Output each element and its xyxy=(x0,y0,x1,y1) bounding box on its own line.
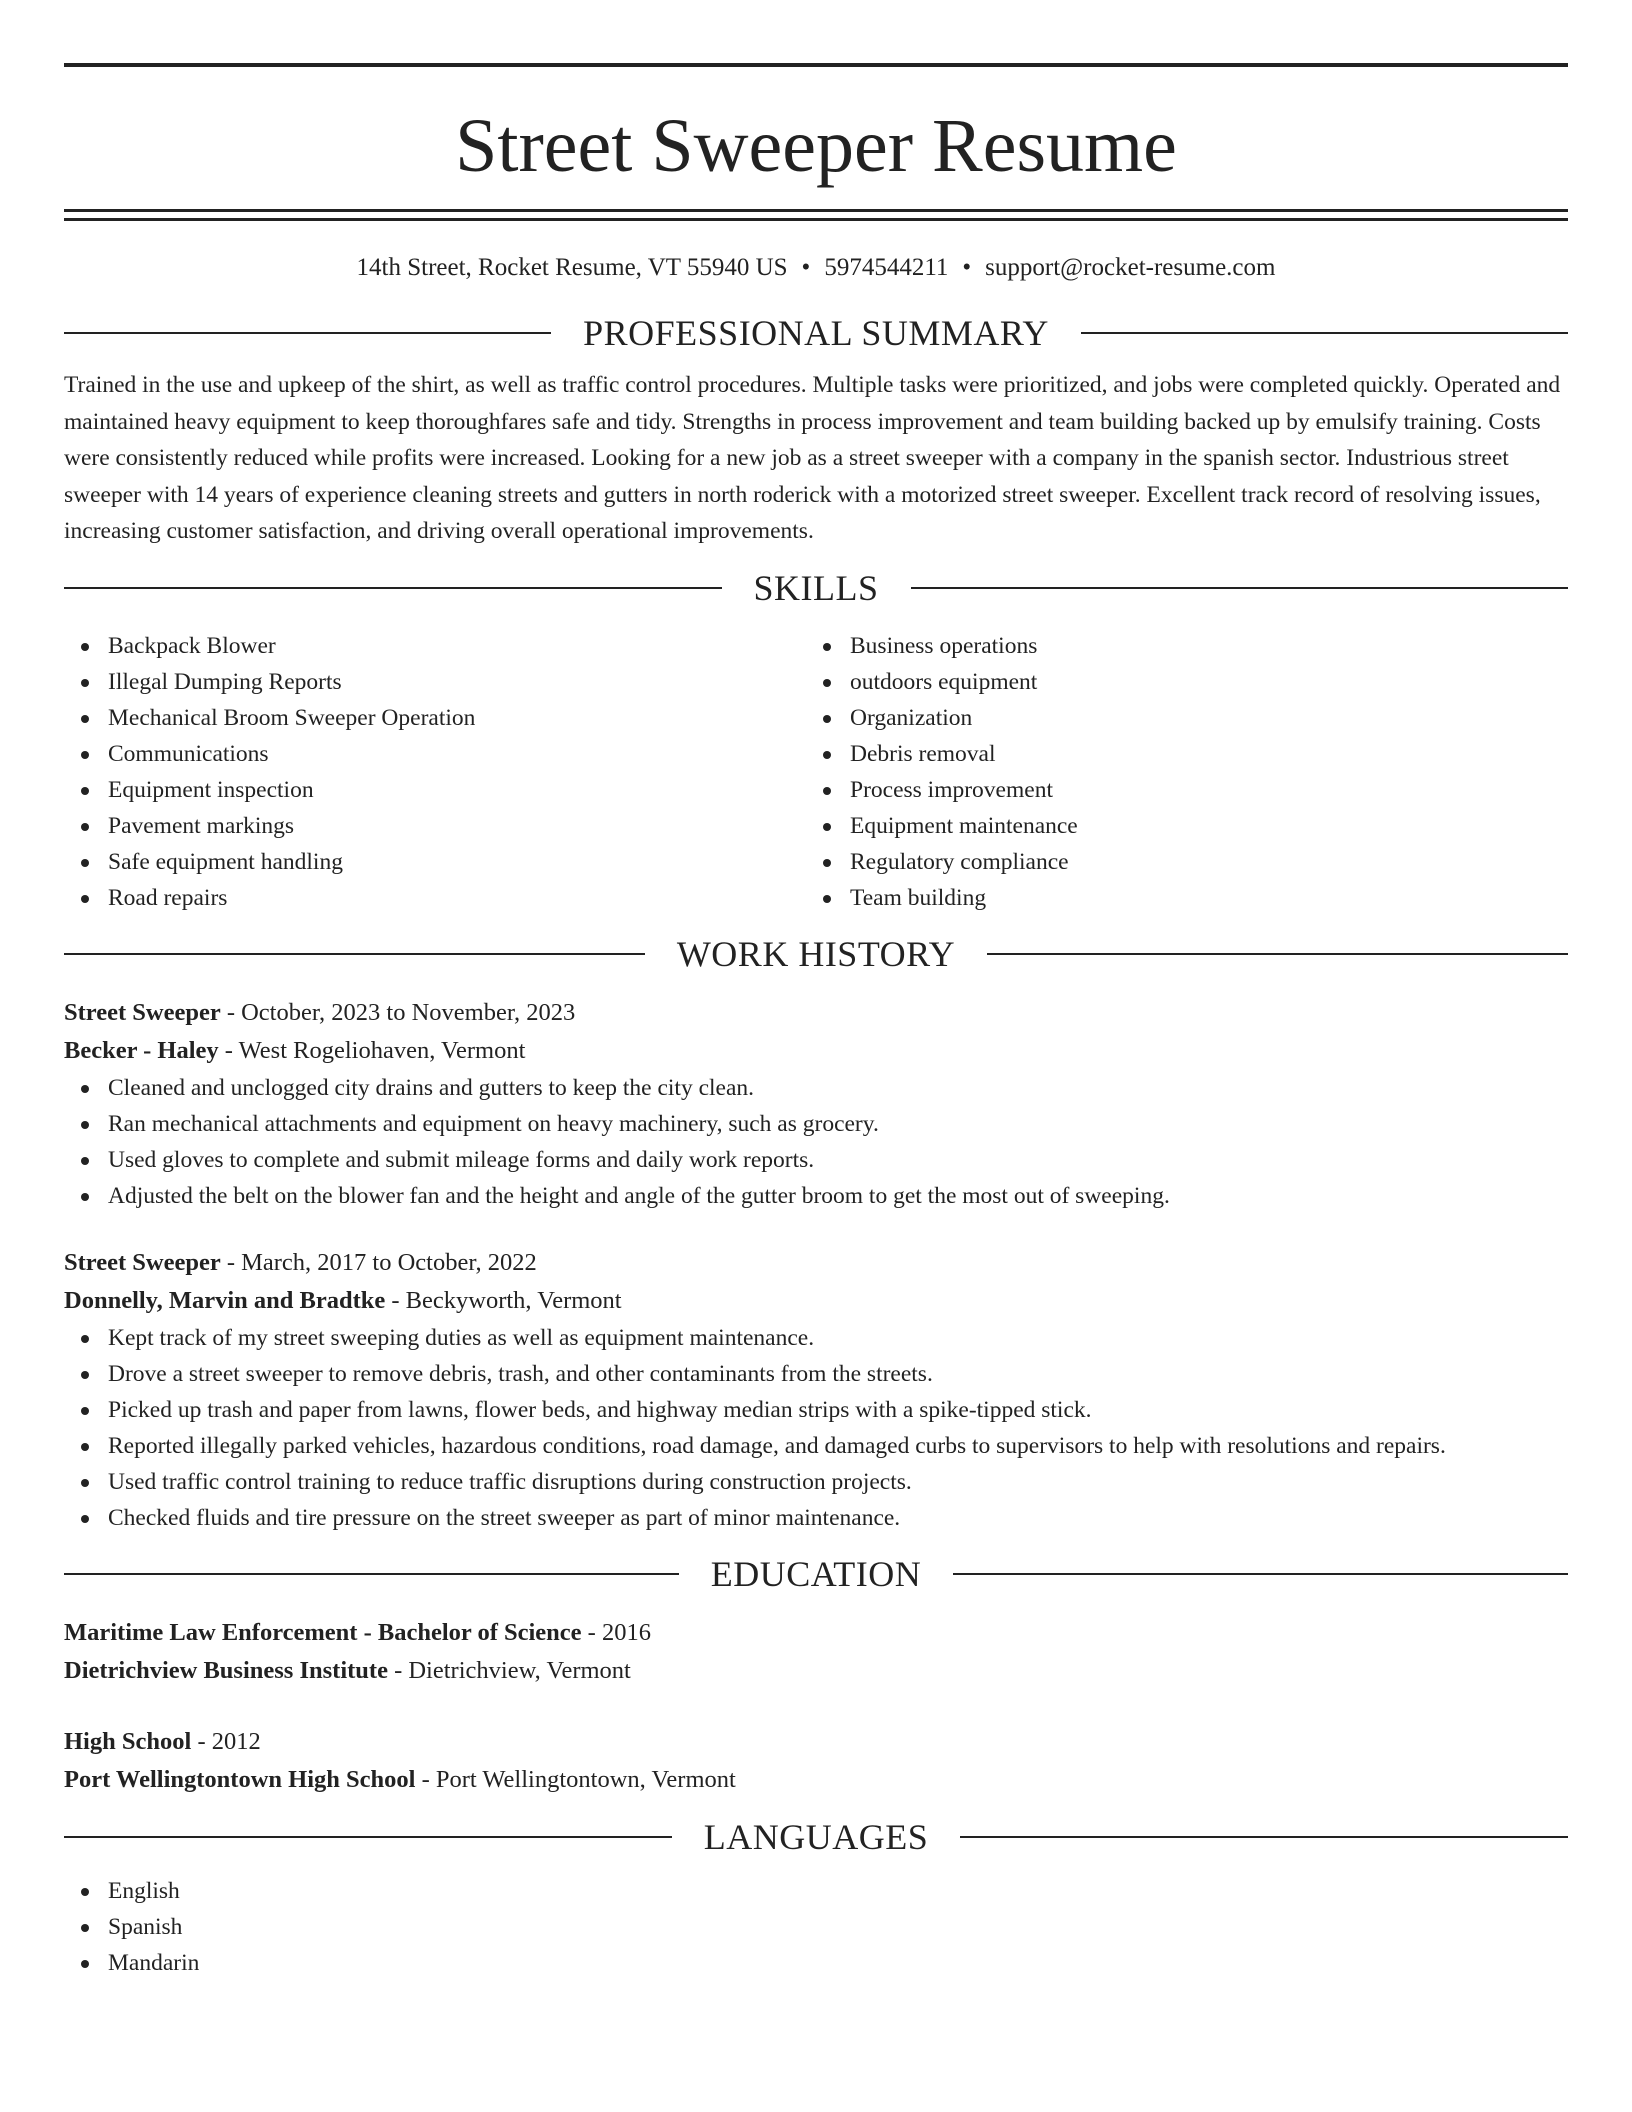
degree-line xyxy=(64,1723,1568,1761)
duty-item: Checked fluids and tire pressure on the street sweeper as part of minor maintenance. xyxy=(64,1500,1568,1536)
skills-list-left xyxy=(64,628,806,916)
skill-item: Regulatory compliance xyxy=(806,844,1548,880)
summary-heading-label: PROFESSIONAL SUMMARY xyxy=(583,313,1049,353)
heading-rule xyxy=(64,953,645,955)
job-dates: - March, 2017 to October, 2022 xyxy=(220,1248,537,1276)
education-entry xyxy=(64,1723,1568,1799)
language-item: Spanish xyxy=(64,1909,1568,1945)
skills-heading-label: SKILLS xyxy=(753,567,879,608)
education-heading-label: EDUCATION xyxy=(710,1553,922,1594)
heading-rule xyxy=(953,1573,1568,1575)
heading-rule xyxy=(1081,332,1568,334)
job-entry xyxy=(64,994,1568,1214)
degree: Maritime Law Enforcement - Bachelor of Science xyxy=(64,1618,582,1646)
contact-email[interactable]: support@rocket-resume.com xyxy=(985,254,1276,281)
contact-line xyxy=(64,251,1568,285)
work-heading xyxy=(64,932,1568,976)
duty-item: Used traffic control training to reduce traffic disruptions during construction projects. xyxy=(64,1464,1568,1500)
degree: High School xyxy=(64,1727,192,1755)
degree-year: - 2016 xyxy=(581,1618,651,1646)
skill-item: Safe equipment handling xyxy=(64,844,806,880)
job-title: Street Sweeper xyxy=(64,998,221,1026)
job-title-line xyxy=(64,994,1568,1032)
job-duties xyxy=(64,1070,1568,1214)
job-duties xyxy=(64,1320,1568,1536)
languages-list xyxy=(64,1873,1568,1981)
page-title: Street Sweeper Resume xyxy=(455,104,1177,188)
skill-item: Debris removal xyxy=(806,736,1548,772)
skill-item: Backpack Blower xyxy=(64,628,806,664)
duty-item: Ran mechanical attachments and equipment on heavy machinery, such as grocery. xyxy=(64,1106,1568,1142)
heading-rule xyxy=(64,1836,672,1838)
job-title-line xyxy=(64,1244,1568,1282)
title-double-rule xyxy=(64,209,1568,221)
skills-list-right xyxy=(806,628,1548,916)
degree-line xyxy=(64,1614,1568,1652)
skills-heading xyxy=(64,566,1568,610)
duty-item: Kept track of my street sweeping duties as well as equipment maintenance. xyxy=(64,1320,1568,1356)
skill-item: Business operations xyxy=(806,628,1548,664)
heading-rule xyxy=(987,953,1568,955)
job-title: Street Sweeper xyxy=(64,1248,221,1276)
skill-item: Equipment maintenance xyxy=(806,808,1548,844)
heading-rule xyxy=(960,1836,1568,1838)
job-company-line xyxy=(64,1282,1568,1320)
contact-separator: • xyxy=(962,254,972,281)
duty-item: Reported illegally parked vehicles, hazardous conditions, road damage, and damaged curbs to supervisors to help with resolutions and repairs. xyxy=(64,1428,1568,1464)
skill-item: Road repairs xyxy=(64,880,806,916)
top-rule xyxy=(64,63,1568,67)
summary-heading xyxy=(64,311,1568,355)
duty-item: Drove a street sweeper to remove debris, trash, and other contaminants from the streets. xyxy=(64,1356,1568,1392)
school: Port Wellingtontown High School xyxy=(64,1765,416,1793)
skill-item: Illegal Dumping Reports xyxy=(64,664,806,700)
job-company-line xyxy=(64,1032,1568,1070)
skills-grid xyxy=(64,628,1568,916)
school-line xyxy=(64,1652,1568,1690)
job-company: Donnelly, Marvin and Bradtke xyxy=(64,1286,386,1314)
contact-address: 14th Street, Rocket Resume, VT 55940 US xyxy=(356,254,788,281)
duty-item: Adjusted the belt on the blower fan and the height and angle of the gutter broom to get the most out of sweeping. xyxy=(64,1178,1568,1214)
heading-rule xyxy=(64,587,722,589)
heading-rule xyxy=(911,587,1569,589)
duty-item: Used gloves to complete and submit mileage forms and daily work reports. xyxy=(64,1142,1568,1178)
language-item: English xyxy=(64,1873,1568,1909)
resume-page xyxy=(64,0,1568,1981)
contact-separator: • xyxy=(801,254,811,281)
duty-item: Cleaned and unclogged city drains and gutters to keep the city clean. xyxy=(64,1070,1568,1106)
languages-heading-label: LANGUAGES xyxy=(703,1816,929,1857)
duty-item: Picked up trash and paper from lawns, flower beds, and highway median strips with a spike-tipped stick. xyxy=(64,1392,1568,1428)
job-entry xyxy=(64,1244,1568,1536)
contact-phone[interactable]: 5974544211 xyxy=(824,254,949,281)
work-heading-label: WORK HISTORY xyxy=(676,933,956,974)
school-location: - Port Wellingtontown, Vermont xyxy=(415,1765,736,1793)
skill-item: Mechanical Broom Sweeper Operation xyxy=(64,700,806,736)
job-location: - Beckyworth, Vermont xyxy=(385,1286,622,1314)
school-location: - Dietrichview, Vermont xyxy=(387,1656,631,1684)
summary-text: Trained in the use and upkeep of the shirt, as well as traffic control procedures. Multiple tasks were prioritized, and jobs were completed quickly. Operated and maintained heavy equipment to keep thoroughfares safe and tidy. Strengths in process improvement and team building backed up by emulsify training. Costs were consistently reduced while profits were increased. Looking for a new job as a street sweeper with a company in the spanish sector. Industrious street sweeper with 14 years of experience cleaning streets and gutters in north roderick with a motorized street sweeper. Excellent track record of resolving issues, increasing customer satisfaction, and driving overall operational improvements. xyxy=(64,372,1561,544)
education-heading xyxy=(64,1552,1568,1596)
heading-rule xyxy=(64,332,551,334)
school: Dietrichview Business Institute xyxy=(64,1656,388,1684)
job-company: Becker - Haley xyxy=(64,1036,219,1064)
languages-heading xyxy=(64,1815,1568,1859)
job-location: - West Rogeliohaven, Vermont xyxy=(218,1036,526,1064)
language-item: Mandarin xyxy=(64,1945,1568,1981)
skill-item: Organization xyxy=(806,700,1548,736)
skill-item: Communications xyxy=(64,736,806,772)
skill-item: outdoors equipment xyxy=(806,664,1548,700)
skill-item: Equipment inspection xyxy=(64,772,806,808)
school-line xyxy=(64,1761,1568,1799)
skill-item: Team building xyxy=(806,880,1548,916)
heading-rule xyxy=(64,1573,679,1575)
education-entry xyxy=(64,1614,1568,1690)
skill-item: Pavement markings xyxy=(64,808,806,844)
skill-item: Process improvement xyxy=(806,772,1548,808)
degree-year: - 2012 xyxy=(191,1727,261,1755)
job-dates: - October, 2023 to November, 2023 xyxy=(220,998,576,1026)
